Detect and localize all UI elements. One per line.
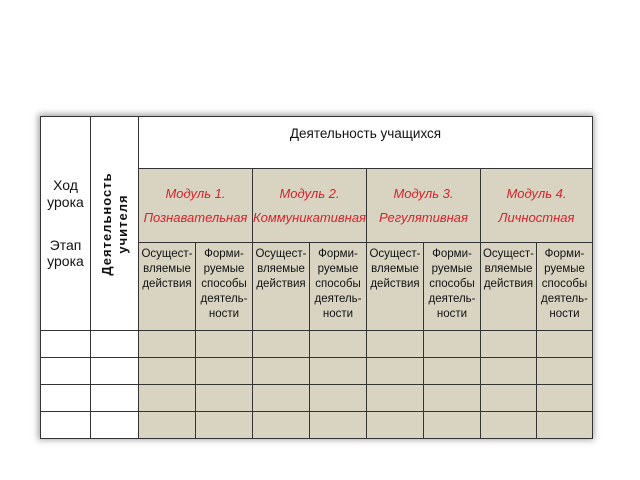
subcolumn-text: руемые — [544, 262, 585, 275]
module-2-subtitle: Коммуникативная — [253, 209, 366, 225]
subcolumn-actions-3 — [367, 243, 424, 331]
table-cell[interactable] — [310, 412, 367, 439]
module-3-header — [367, 169, 481, 243]
subcolumn-text: деятель- — [314, 292, 362, 305]
table-cell[interactable] — [537, 412, 593, 439]
subcolumn-text: руемые — [317, 262, 359, 275]
subcolumn-methods-4 — [537, 243, 593, 331]
left-header-line3: Этап — [49, 236, 82, 253]
table-cell[interactable] — [253, 412, 310, 439]
left-header-line4: урока — [47, 253, 84, 270]
module-4-subtitle: Личностная — [498, 209, 575, 225]
lesson-plan-table — [40, 116, 593, 439]
table-cell[interactable] — [91, 385, 139, 412]
module-4-header — [481, 169, 593, 243]
table-cell[interactable] — [41, 385, 91, 412]
lesson-progress-header — [41, 117, 91, 331]
subcolumn-text: ности — [208, 307, 240, 320]
table-cell[interactable] — [537, 331, 593, 358]
subcolumn-text: Форми- — [544, 248, 585, 260]
table-cell[interactable] — [41, 412, 91, 439]
table-row — [41, 358, 593, 385]
table-cell[interactable] — [537, 358, 593, 385]
table-cell[interactable] — [196, 412, 253, 439]
table-cell[interactable] — [367, 385, 424, 412]
teacher-header-line1: Деятельность — [98, 171, 114, 276]
table-cell[interactable] — [367, 412, 424, 439]
subcolumn-text: Осущест- — [141, 248, 193, 260]
table-cell[interactable] — [253, 331, 310, 358]
subcolumn-text: способы — [429, 277, 475, 290]
table-cell[interactable] — [139, 385, 196, 412]
left-header-line2: урока — [47, 193, 84, 210]
table-cell[interactable] — [310, 385, 367, 412]
subcolumn-text: Осущест- — [255, 248, 307, 260]
table-row — [41, 331, 593, 358]
table-cell[interactable] — [481, 331, 537, 358]
table-cell[interactable] — [41, 331, 91, 358]
table-cell[interactable] — [139, 331, 196, 358]
teacher-activity-header — [91, 117, 139, 331]
table-cell[interactable] — [424, 412, 481, 439]
table-cell[interactable] — [424, 385, 481, 412]
table-cell[interactable] — [481, 358, 537, 385]
module-2-header — [253, 169, 367, 243]
subcolumn-text: действия — [370, 277, 420, 290]
lesson-table-frame — [40, 116, 592, 438]
subcolumn-text: ности — [549, 307, 580, 320]
subcolumn-text: Осущест- — [369, 248, 421, 260]
subcolumn-text: Форми- — [204, 248, 244, 260]
module-2-title: Модуль 2. — [279, 185, 340, 201]
subcolumn-text: Осущест- — [482, 248, 535, 260]
subcolumn-text: вляемые — [257, 262, 305, 275]
table-cell[interactable] — [367, 331, 424, 358]
subcolumn-text: Форми- — [432, 248, 472, 260]
module-3-subtitle: Регулятивная — [379, 209, 468, 225]
module-3-title: Модуль 3. — [393, 185, 454, 201]
module-1-title: Модуль 1. — [165, 185, 226, 201]
subcolumn-text: руемые — [203, 262, 245, 275]
subcolumn-actions-1 — [139, 243, 196, 331]
table-cell[interactable] — [253, 358, 310, 385]
table-cell[interactable] — [139, 358, 196, 385]
subcolumn-text: Форми- — [318, 248, 358, 260]
table-cell[interactable] — [481, 385, 537, 412]
subcolumn-actions-2 — [253, 243, 310, 331]
table-cell[interactable] — [196, 331, 253, 358]
subcolumn-text: деятель- — [200, 292, 248, 305]
students-activity-header — [139, 117, 593, 169]
table-cell[interactable] — [196, 358, 253, 385]
subcolumn-text: вляемые — [484, 262, 533, 275]
module-1-header — [139, 169, 253, 243]
table-cell[interactable] — [41, 358, 91, 385]
left-header-line1: Ход — [53, 176, 78, 193]
subcolumn-text: руемые — [431, 262, 473, 275]
table-row — [41, 412, 593, 439]
table-cell[interactable] — [481, 412, 537, 439]
table-cell[interactable] — [91, 331, 139, 358]
students-activity-label: Деятельность учащихся — [289, 126, 442, 142]
subcolumn-text: ности — [436, 307, 468, 320]
table-cell[interactable] — [196, 385, 253, 412]
table-cell[interactable] — [310, 331, 367, 358]
table-row — [41, 385, 593, 412]
subcolumn-text: вляемые — [143, 262, 191, 275]
subcolumn-text: ности — [322, 307, 354, 320]
table-cell[interactable] — [537, 385, 593, 412]
module-1-subtitle: Познавательная — [143, 209, 248, 225]
subcolumn-text: деятель- — [428, 292, 476, 305]
table-cell[interactable] — [139, 412, 196, 439]
table-cell[interactable] — [91, 358, 139, 385]
subcolumn-text: действия — [256, 277, 306, 290]
teacher-header-line2: учителя — [115, 193, 130, 254]
subcolumn-text: вляемые — [371, 262, 419, 275]
subcolumn-text: способы — [201, 277, 247, 290]
subcolumn-text: действия — [142, 277, 192, 290]
module-4-title: Модуль 4. — [506, 185, 567, 201]
subcolumn-methods-1 — [196, 243, 253, 331]
subcolumn-methods-3 — [424, 243, 481, 331]
subcolumn-methods-2 — [310, 243, 367, 331]
subcolumn-text: способы — [541, 277, 588, 290]
table-cell[interactable] — [424, 331, 481, 358]
table-cell[interactable] — [91, 412, 139, 439]
table-cell[interactable] — [367, 358, 424, 385]
table-cell[interactable] — [253, 385, 310, 412]
subcolumn-text: деятель- — [540, 292, 589, 305]
table-cell[interactable] — [310, 358, 367, 385]
subcolumn-text: действия — [483, 277, 534, 290]
subcolumn-text: способы — [315, 277, 361, 290]
subcolumn-actions-4 — [481, 243, 537, 331]
table-cell[interactable] — [424, 358, 481, 385]
